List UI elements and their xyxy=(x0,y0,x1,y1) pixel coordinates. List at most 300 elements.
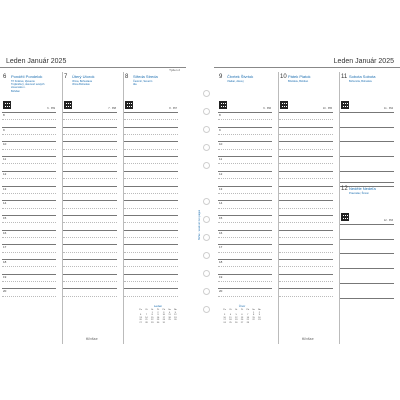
hour-label: 18 xyxy=(219,260,223,264)
mini-calendar-cell: 23 xyxy=(258,319,261,321)
half-hour-line xyxy=(2,237,56,238)
mini-calendar-cell: 15 xyxy=(150,316,154,319)
hour-label: 9 xyxy=(219,127,221,132)
day-number: 11 xyxy=(341,74,348,80)
day-of-year: 8 · 357 xyxy=(169,107,177,110)
half-hour-line xyxy=(218,296,272,297)
day-column xyxy=(340,184,394,334)
time-slot[interactable] xyxy=(2,259,56,260)
time-slot[interactable] xyxy=(279,288,333,289)
half-hour-line xyxy=(63,266,117,267)
half-hour-line xyxy=(279,266,333,267)
half-hour-line xyxy=(124,237,178,238)
time-slot[interactable] xyxy=(218,244,272,245)
day-of-year: 6 · 359 xyxy=(47,107,55,110)
hour-label: 13 xyxy=(219,186,223,191)
time-slot[interactable] xyxy=(63,274,117,275)
name-day-note: Vilma Bohuslav xyxy=(72,83,90,87)
half-hour-line xyxy=(218,134,272,135)
mini-calendar-cell: So xyxy=(168,309,171,311)
mini-calendar-cell: 14 xyxy=(145,316,148,319)
mini-calendar-cell: 25 xyxy=(229,321,232,324)
half-hour-line xyxy=(63,222,117,223)
time-slot[interactable] xyxy=(279,127,333,128)
mini-month-calendar xyxy=(138,304,178,332)
half-hour-line xyxy=(218,208,272,209)
binder-hole xyxy=(203,234,210,241)
time-slot[interactable] xyxy=(63,112,117,113)
column-divider xyxy=(123,72,124,344)
hour-label: 16 xyxy=(219,230,223,235)
day-column xyxy=(279,72,333,344)
mini-calendar-cell: 22 xyxy=(150,319,154,321)
hour-label: 14 xyxy=(219,201,223,206)
half-hour-line xyxy=(124,222,178,223)
brand-logo: filofax xyxy=(86,336,98,341)
hour-label: 19 xyxy=(3,274,7,279)
mini-calendar-grid xyxy=(222,309,262,324)
time-slot[interactable] xyxy=(124,112,178,113)
brand-logo: filofax xyxy=(302,336,314,341)
half-hour-line xyxy=(279,149,333,150)
mini-calendar-cell: 15 xyxy=(252,316,255,319)
note-line[interactable] xyxy=(340,141,394,142)
time-slot[interactable] xyxy=(124,141,178,142)
time-slot[interactable] xyxy=(218,288,272,289)
half-hour-line xyxy=(63,237,117,238)
half-hour-line xyxy=(218,266,272,267)
half-hour-line xyxy=(218,237,272,238)
qr-code xyxy=(341,213,349,221)
mini-calendar-cell: 17 xyxy=(162,316,165,319)
mini-calendar-cell: 26 xyxy=(174,319,177,321)
note-line[interactable] xyxy=(340,239,394,240)
day-column xyxy=(63,72,117,344)
time-slot[interactable] xyxy=(124,156,178,157)
mini-calendar-cell: 23 xyxy=(156,319,160,321)
binder-hole xyxy=(203,270,210,277)
binder-hole xyxy=(203,162,210,169)
mini-calendar-cell: 26 xyxy=(234,321,238,324)
mini-calendar-cell: 5 xyxy=(174,311,176,314)
mini-calendar-cell: Po xyxy=(139,309,142,311)
qr-code xyxy=(219,101,227,109)
mini-calendar-cell xyxy=(173,322,178,324)
time-slot[interactable] xyxy=(218,215,272,216)
column-divider xyxy=(339,72,340,344)
hour-label: 13 xyxy=(3,186,7,191)
time-slot[interactable] xyxy=(2,112,56,113)
mini-calendar-cell: Út xyxy=(229,309,232,311)
time-slot[interactable] xyxy=(63,259,117,260)
time-slot[interactable] xyxy=(2,127,56,128)
mini-calendar-cell: 25 xyxy=(168,319,171,321)
time-slot[interactable] xyxy=(124,274,178,275)
hour-label: 8 xyxy=(219,113,221,117)
half-hour-line xyxy=(279,134,333,135)
mini-calendar-cell: 18 xyxy=(229,319,232,321)
day-number: 10 xyxy=(280,74,287,80)
half-hour-line xyxy=(2,266,56,267)
hour-label: 20 xyxy=(219,289,223,294)
day-name: Pondělí Pondelok xyxy=(11,74,43,79)
mini-calendar-cell: 5 xyxy=(235,314,237,316)
day-name: Úterý Utorok xyxy=(72,74,95,79)
mini-calendar-cell: Pá xyxy=(162,309,166,311)
time-slot[interactable] xyxy=(124,171,178,172)
time-slot[interactable] xyxy=(279,156,333,157)
time-slot[interactable] xyxy=(124,200,178,201)
time-slot[interactable] xyxy=(218,141,272,142)
half-hour-line xyxy=(2,163,56,164)
half-hour-line xyxy=(2,281,56,282)
half-hour-line xyxy=(218,281,272,282)
mini-calendar-cell: 11 xyxy=(229,316,232,319)
half-hour-line xyxy=(63,163,117,164)
time-slot[interactable] xyxy=(63,171,117,172)
title-divider xyxy=(214,67,400,68)
hour-label: 15 xyxy=(219,215,223,220)
note-line[interactable] xyxy=(340,156,394,157)
mini-calendar-cell: 21 xyxy=(145,319,148,321)
mini-calendar-cell: St xyxy=(151,309,154,311)
note-line[interactable] xyxy=(340,112,394,113)
time-slot[interactable] xyxy=(218,171,272,172)
time-slot[interactable] xyxy=(63,186,117,187)
name-day-note: Pravoslav, Šimon xyxy=(349,192,369,195)
half-hour-line xyxy=(63,281,117,282)
time-slot[interactable] xyxy=(63,141,117,142)
time-slot[interactable] xyxy=(124,186,178,187)
time-slot[interactable] xyxy=(63,127,117,128)
half-hour-line xyxy=(279,119,333,120)
half-hour-line xyxy=(279,237,333,238)
half-hour-line xyxy=(63,208,117,209)
mini-calendar-cell: 6 xyxy=(140,314,142,316)
time-slot[interactable] xyxy=(2,230,56,231)
month-title: Leden Január 2025 xyxy=(6,58,67,65)
mini-calendar-grid xyxy=(138,309,178,324)
half-hour-line xyxy=(124,281,178,282)
qr-code xyxy=(341,101,349,109)
half-hour-line xyxy=(218,222,272,223)
week-number: Týden 2 xyxy=(169,68,180,72)
mini-month-calendar xyxy=(222,304,262,332)
half-hour-line xyxy=(2,119,56,120)
mini-calendar-cell: 3 xyxy=(224,314,226,316)
time-slot[interactable] xyxy=(2,171,56,172)
day-name: Pátek Piatok xyxy=(288,74,311,79)
mini-calendar-cell: 29 xyxy=(150,321,154,324)
name-day-note: Bohumila, Bohuslav xyxy=(349,80,372,83)
half-hour-line xyxy=(124,193,178,194)
mini-calendar-cell: Čt xyxy=(240,309,244,311)
binder-hole xyxy=(203,126,210,133)
half-hour-line xyxy=(218,119,272,120)
mini-calendar-cell: 9 xyxy=(258,314,260,316)
half-hour-line xyxy=(2,134,56,135)
time-slot[interactable] xyxy=(279,200,333,201)
time-slot[interactable] xyxy=(2,244,56,245)
time-slot[interactable] xyxy=(63,156,117,157)
half-hour-line xyxy=(63,193,117,194)
time-slot[interactable] xyxy=(124,215,178,216)
mini-calendar-cell: 24 xyxy=(223,321,226,324)
time-slot[interactable] xyxy=(218,127,272,128)
hour-label: 16 xyxy=(3,230,7,235)
note-line[interactable] xyxy=(340,268,394,269)
mini-calendar-cell: Ne xyxy=(173,309,177,311)
qr-code xyxy=(64,101,72,109)
hour-label: 17 xyxy=(3,245,7,250)
day-of-year: 10 · 355 xyxy=(322,107,332,110)
mini-calendar-cell: 28 xyxy=(246,321,249,324)
time-slot[interactable] xyxy=(279,215,333,216)
day-of-year: 9 · 356 xyxy=(263,107,271,110)
day-name: Neděle Nedeľa xyxy=(349,186,376,191)
binder-hole xyxy=(203,108,210,115)
day-number: 7 xyxy=(64,74,68,80)
half-hour-line xyxy=(279,193,333,194)
day-number: 6 xyxy=(3,74,7,80)
time-slot[interactable] xyxy=(63,230,117,231)
mini-calendar-cell: 19 xyxy=(174,316,177,319)
time-slot[interactable] xyxy=(63,215,117,216)
note-line[interactable] xyxy=(340,127,394,128)
mini-calendar-cell: 24 xyxy=(162,319,165,321)
half-hour-line xyxy=(124,119,178,120)
mini-calendar-cell: 19 xyxy=(234,319,238,321)
time-slot[interactable] xyxy=(2,288,56,289)
mini-calendar-cell: 30 xyxy=(156,321,160,324)
note-line[interactable] xyxy=(340,224,394,225)
half-hour-line xyxy=(124,178,178,179)
time-slot[interactable] xyxy=(218,200,272,201)
time-slot[interactable] xyxy=(63,288,117,289)
mini-calendar-cell: 7 xyxy=(247,314,249,316)
name-day-note: Vladan, Alexej xyxy=(227,80,244,83)
time-slot[interactable] xyxy=(218,274,272,275)
day-number: 12 xyxy=(341,186,348,192)
name-day-note: Čestmír, Severín xyxy=(133,80,153,83)
time-slot[interactable] xyxy=(2,186,56,187)
mini-calendar-cell: 7 xyxy=(145,314,148,316)
half-hour-line xyxy=(63,178,117,179)
mini-calendar-cell: 10 xyxy=(162,314,165,316)
half-hour-line xyxy=(63,149,117,150)
half-hour-line xyxy=(218,149,272,150)
half-hour-line xyxy=(218,178,272,179)
half-hour-line xyxy=(2,296,56,297)
hour-label: 18 xyxy=(3,260,7,264)
time-slot[interactable] xyxy=(279,186,333,187)
mini-calendar-cell: 13 xyxy=(240,316,244,319)
half-hour-line xyxy=(279,178,333,179)
mini-calendar-cell: 4 xyxy=(229,314,232,316)
day-column xyxy=(2,72,56,344)
half-hour-line xyxy=(218,163,272,164)
hour-label: 20 xyxy=(3,289,7,294)
half-hour-line xyxy=(2,178,56,179)
qr-code xyxy=(125,101,133,109)
mini-calendar-cell: Ne xyxy=(257,309,261,311)
half-hour-line xyxy=(279,222,333,223)
mini-calendar-cell: 16 xyxy=(258,316,261,319)
time-slot[interactable] xyxy=(279,141,333,142)
mini-calendar-cell: 21 xyxy=(246,319,249,321)
binder-hole xyxy=(203,252,210,259)
hour-label: 10 xyxy=(219,142,223,147)
mini-calendar-cell: 27 xyxy=(139,321,142,324)
note-line[interactable] xyxy=(340,253,394,254)
mini-calendar-cell: 8 xyxy=(151,314,153,316)
mini-calendar-cell: 28 xyxy=(145,321,148,324)
time-slot[interactable] xyxy=(63,200,117,201)
time-slot[interactable] xyxy=(218,186,272,187)
mini-calendar-cell: Út xyxy=(145,309,148,311)
hour-label: 9 xyxy=(3,127,5,132)
name-day-note: Ida xyxy=(133,83,137,87)
name-day-note: Tři Králové, Zjavenie xyxy=(11,80,35,83)
mini-calendar-title: Leden xyxy=(153,304,163,308)
half-hour-line xyxy=(2,193,56,194)
half-hour-line xyxy=(63,119,117,120)
half-hour-line xyxy=(63,134,117,135)
time-slot[interactable] xyxy=(2,141,56,142)
half-hour-line xyxy=(279,252,333,253)
mini-calendar-cell: 2 xyxy=(258,311,260,314)
mini-calendar-cell: Čt xyxy=(156,309,160,311)
time-slot[interactable] xyxy=(279,259,333,260)
binder-hole xyxy=(203,216,210,223)
half-hour-line xyxy=(124,149,178,150)
day-name: Čtvrtek Štvrtok xyxy=(227,74,254,79)
day-of-year: 12 · 353 xyxy=(383,219,393,222)
mini-calendar-cell: 20 xyxy=(240,319,244,321)
time-slot[interactable] xyxy=(279,230,333,231)
half-hour-line xyxy=(124,252,178,253)
half-hour-line xyxy=(279,281,333,282)
time-slot[interactable] xyxy=(2,200,56,201)
time-slot[interactable] xyxy=(124,230,178,231)
half-hour-line xyxy=(2,149,56,150)
hour-label: 11 xyxy=(3,157,7,162)
day-of-year: 11 · 354 xyxy=(384,107,393,110)
time-slot[interactable] xyxy=(279,112,333,113)
half-hour-line xyxy=(218,193,272,194)
hour-label: 10 xyxy=(3,142,7,147)
binder-hole xyxy=(203,90,210,97)
mini-calendar-cell: 1 xyxy=(151,311,153,314)
half-hour-line xyxy=(279,208,333,209)
mini-calendar-cell: 31 xyxy=(162,321,165,324)
mini-calendar-cell: 12 xyxy=(234,316,238,319)
hour-label: 17 xyxy=(219,245,223,250)
day-number: 9 xyxy=(219,74,223,80)
half-hour-line xyxy=(279,296,333,297)
name-day-note: Bohdan xyxy=(11,89,20,93)
mini-calendar-cell: 17 xyxy=(223,319,226,321)
time-slot[interactable] xyxy=(124,244,178,245)
mini-calendar-cell: 13 xyxy=(139,316,142,319)
name-day-note: Trojkráľový, slavnosť svatých xyxy=(11,83,45,87)
mini-calendar-cell: 12 xyxy=(174,314,177,316)
hour-label: 8 xyxy=(3,113,5,117)
time-slot[interactable] xyxy=(124,288,178,289)
name-day-note: Vilma, Bohuslava xyxy=(72,80,92,83)
mini-calendar-cell: 10 xyxy=(223,316,226,319)
mini-calendar-cell: 14 xyxy=(246,316,249,319)
mini-calendar-cell: 9 xyxy=(157,314,159,316)
title-divider xyxy=(0,67,186,68)
half-hour-line xyxy=(2,222,56,223)
hour-label: 12 xyxy=(3,171,7,176)
hour-label: 19 xyxy=(219,274,223,279)
mini-calendar-cell: Pá xyxy=(246,309,250,311)
name-day-note: Břetislav, Bohdan xyxy=(288,80,309,83)
column-divider xyxy=(278,72,279,344)
mini-calendar-cell: 22 xyxy=(252,319,255,321)
day-name: Středa Streda xyxy=(133,74,158,79)
half-hour-line xyxy=(2,208,56,209)
time-slot[interactable] xyxy=(218,230,272,231)
mini-calendar-cell: 8 xyxy=(252,314,255,316)
time-slot[interactable] xyxy=(279,171,333,172)
time-slot[interactable] xyxy=(2,274,56,275)
time-slot[interactable] xyxy=(2,215,56,216)
column-divider xyxy=(62,72,63,344)
mini-calendar-cell: 6 xyxy=(241,314,243,316)
half-hour-line xyxy=(124,163,178,164)
mini-calendar-cell: 27 xyxy=(240,321,244,324)
time-slot[interactable] xyxy=(218,112,272,113)
left-diary-page xyxy=(0,58,186,344)
mini-calendar-cell: 4 xyxy=(168,311,171,314)
qr-code xyxy=(280,101,288,109)
ring-binder-holes xyxy=(203,90,211,330)
hour-label: 12 xyxy=(219,171,223,176)
note-line[interactable] xyxy=(340,171,394,172)
half-hour-line xyxy=(63,252,117,253)
time-slot[interactable] xyxy=(124,259,178,260)
half-hour-line xyxy=(218,252,272,253)
time-slot[interactable] xyxy=(218,156,272,157)
day-number: 8 xyxy=(125,74,129,80)
time-slot[interactable] xyxy=(63,244,117,245)
spine-text: filofax · week on two pages xyxy=(198,209,201,240)
time-slot[interactable] xyxy=(279,244,333,245)
half-hour-line xyxy=(124,134,178,135)
mini-calendar-cell: 3 xyxy=(163,311,165,314)
time-slot[interactable] xyxy=(279,274,333,275)
half-hour-line xyxy=(279,163,333,164)
time-slot[interactable] xyxy=(124,127,178,128)
mini-calendar-cell: 1 xyxy=(252,311,255,314)
mini-calendar-cell: 18 xyxy=(168,316,171,319)
time-slot[interactable] xyxy=(2,156,56,157)
mini-calendar-cell: So xyxy=(252,309,255,311)
note-line[interactable] xyxy=(340,298,394,299)
hour-label: 14 xyxy=(3,201,7,206)
note-line[interactable] xyxy=(340,283,394,284)
half-hour-line xyxy=(63,296,117,297)
half-hour-line xyxy=(2,252,56,253)
half-hour-line xyxy=(124,296,178,297)
mini-calendar-cell: 2 xyxy=(157,311,159,314)
time-slot[interactable] xyxy=(218,259,272,260)
name-day-note: slovenská n. xyxy=(11,86,26,90)
binder-hole xyxy=(203,144,210,151)
